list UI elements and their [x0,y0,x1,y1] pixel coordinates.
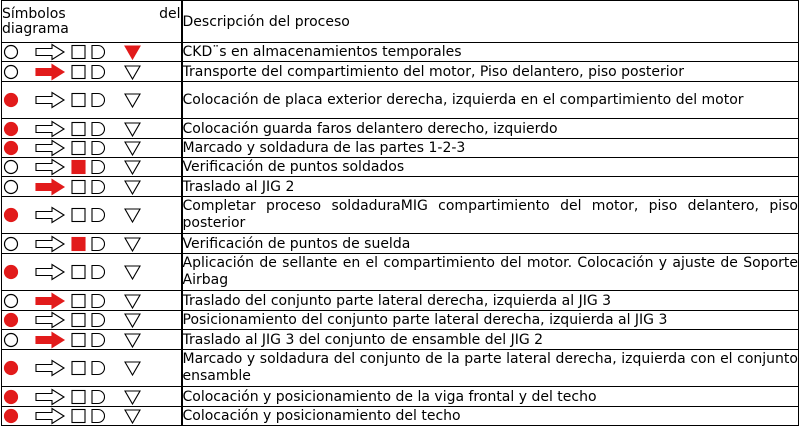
flow-symbols [2,331,172,349]
header-row [2,1,799,43]
description-cell [182,234,799,254]
header-symbols-label-2: diagrama [2,20,69,37]
description-cell [182,350,799,387]
symbols-cell [2,330,182,350]
process-description: Verificación de puntos soldados [182,159,405,175]
process-table [1,0,799,426]
delay-d-icon [92,94,105,107]
description-cell [182,82,799,119]
process-description: Traslado al JIG 3 del conjunto de ensamble del JIG 2 [182,331,544,348]
symbols-cell [2,177,182,197]
operation-circle-icon-active [5,122,18,135]
inspection-square-icon [72,180,85,193]
symbols-cell [2,197,182,234]
delay-d-icon [92,142,105,155]
process-row [2,62,799,82]
transport-arrow-icon [36,236,64,251]
process-description: Aplicación de sellante en el compartimiento del motor. Colocación y ajuste de Soporte Airbag [182,255,798,288]
inspection-square-icon [72,65,85,78]
description-cell [182,387,799,407]
storage-triangle-icon [125,266,140,279]
flow-symbols [2,63,172,81]
process-row [2,407,799,426]
description-cell [182,158,799,177]
flow-symbols [2,235,172,253]
delay-d-icon [92,161,105,174]
process-row [2,119,799,139]
transport-arrow-icon-active [36,293,64,308]
flow-symbols [2,120,172,138]
storage-triangle-icon [125,314,140,327]
operation-circle-icon-active [5,266,18,279]
operation-circle-icon-active [5,390,18,403]
operation-circle-icon-active [5,142,18,155]
symbols-cell [2,158,182,177]
process-description: Verificación de puntos de suelda [182,235,411,252]
transport-arrow-icon [36,208,64,223]
process-row [2,311,799,330]
description-cell [182,291,799,311]
flow-symbols [2,139,172,157]
transport-arrow-icon [36,389,64,404]
description-cell [182,254,799,291]
operation-circle-icon [5,161,18,174]
header-symbols-label-right: del [159,5,181,22]
inspection-square-icon [72,46,85,59]
process-row [2,197,799,234]
inspection-square-icon [72,362,85,375]
inspection-square-icon [72,142,85,155]
storage-triangle-icon-active [125,46,140,59]
inspection-square-icon [72,122,85,135]
delay-d-icon [92,237,105,250]
delay-d-icon [92,46,105,59]
description-cell [182,311,799,330]
process-description: Colocación de placa exterior derecha, izquierda en el compartimiento del motor [182,91,744,108]
storage-triangle-icon [125,94,140,107]
storage-triangle-icon [125,209,140,222]
description-cell [182,330,799,350]
process-table-body [2,1,799,426]
flow-symbols [2,311,172,329]
delay-d-icon [92,362,105,375]
process-description: Colocación guarda faros delantero derecho, izquierdo [182,120,558,137]
flow-symbols [2,388,172,406]
delay-d-icon [92,333,105,346]
process-row [2,387,799,407]
flow-symbols [2,263,172,281]
delay-d-icon [92,410,105,423]
inspection-square-icon [72,314,85,327]
symbols-cell [2,139,182,158]
inspection-square-icon-active [72,237,85,250]
operation-circle-icon-active [5,94,18,107]
process-description: CKD¨s en almacenamientos temporales [182,44,462,60]
description-cell [182,119,799,139]
symbols-cell [2,82,182,119]
flow-symbols [2,292,172,310]
inspection-square-icon [72,410,85,423]
process-row [2,139,799,158]
symbols-cell [2,62,182,82]
delay-d-icon [92,390,105,403]
flow-symbols [2,407,172,425]
transport-arrow-icon [36,45,64,60]
flow-symbols [2,359,172,377]
process-row [2,234,799,254]
inspection-square-icon-active [72,161,85,174]
process-description: Marcado y soldadura del conjunto de la parte lateral derecha, izquierda con el conjunto ensamble [182,351,798,384]
operation-circle-icon [5,65,18,78]
process-description: Colocación y posicionamiento del techo [182,408,461,424]
description-cell [182,407,799,426]
operation-circle-icon-active [5,410,18,423]
process-row [2,330,799,350]
header-symbols-label: Símbolos [2,5,66,22]
symbols-cell [2,234,182,254]
operation-circle-icon [5,46,18,59]
flow-symbols [2,206,172,224]
process-description: Marcado y soldadura de las partes 1-2-3 [182,140,466,156]
operation-circle-icon-active [5,209,18,222]
storage-triangle-icon [125,181,140,194]
description-cell [182,139,799,158]
transport-arrow-icon [36,121,64,136]
process-description: Traslado del conjunto parte lateral derecha, izquierda al JIG 3 [182,292,612,309]
process-row [2,158,799,177]
delay-d-icon [92,65,105,78]
storage-triangle-icon [125,66,140,79]
symbols-cell [2,350,182,387]
transport-arrow-icon [36,409,64,424]
transport-arrow-icon [36,141,64,156]
process-row [2,43,799,62]
symbols-cell [2,43,182,62]
delay-d-icon [92,266,105,279]
delay-d-icon [92,122,105,135]
symbols-cell [2,291,182,311]
inspection-square-icon [72,333,85,346]
operation-circle-icon [5,333,18,346]
process-row [2,291,799,311]
header-description-label: Descripción del proceso [182,13,350,30]
storage-triangle-icon [125,391,140,404]
description-cell [182,62,799,82]
header-description-cell [182,1,799,43]
process-row [2,177,799,197]
delay-d-icon [92,314,105,327]
delay-d-icon [92,294,105,307]
transport-arrow-icon-active [36,332,64,347]
transport-arrow-icon [36,361,64,376]
operation-circle-icon-active [5,314,18,327]
process-description: Posicionamiento del conjunto parte lateral derecha, izquierda al JIG 3 [182,312,668,328]
operation-circle-icon [5,180,18,193]
description-cell [182,197,799,234]
storage-triangle-icon [125,410,140,423]
transport-arrow-icon [36,265,64,280]
process-description: Transporte del compartimiento del motor, Piso delantero, piso posterior [182,63,684,80]
header-symbols-cell [2,1,182,43]
storage-triangle-icon [125,295,140,308]
inspection-square-icon [72,390,85,403]
storage-triangle-icon [125,334,140,347]
delay-d-icon [92,209,105,222]
process-row [2,254,799,291]
flow-symbols [2,178,172,196]
storage-triangle-icon [125,123,140,136]
inspection-square-icon [72,266,85,279]
process-description: Completar proceso soldaduraMIG compartimiento del motor, piso delantero, piso posterior [182,198,798,231]
flow-symbols [2,43,172,61]
symbols-cell [2,119,182,139]
transport-arrow-icon [36,93,64,108]
symbols-cell [2,311,182,330]
delay-d-icon [92,180,105,193]
storage-triangle-icon [125,142,140,155]
operation-circle-icon [5,237,18,250]
storage-triangle-icon [125,362,140,375]
storage-triangle-icon [125,238,140,251]
process-description: Colocación y posicionamiento de la viga frontal y del techo [182,388,597,405]
process-description: Traslado al JIG 2 [182,178,295,195]
inspection-square-icon [72,209,85,222]
operation-circle-icon [5,294,18,307]
flow-symbols [2,91,172,109]
transport-arrow-icon-active [36,64,64,79]
description-cell [182,43,799,62]
symbols-cell [2,407,182,426]
transport-arrow-icon [36,313,64,328]
transport-arrow-icon [36,160,64,175]
transport-arrow-icon-active [36,179,64,194]
process-row [2,350,799,387]
inspection-square-icon [72,294,85,307]
flow-symbols [2,158,172,176]
storage-triangle-icon [125,161,140,174]
symbols-cell [2,254,182,291]
symbols-cell [2,387,182,407]
description-cell [182,177,799,197]
inspection-square-icon [72,94,85,107]
operation-circle-icon-active [5,362,18,375]
process-row [2,82,799,119]
